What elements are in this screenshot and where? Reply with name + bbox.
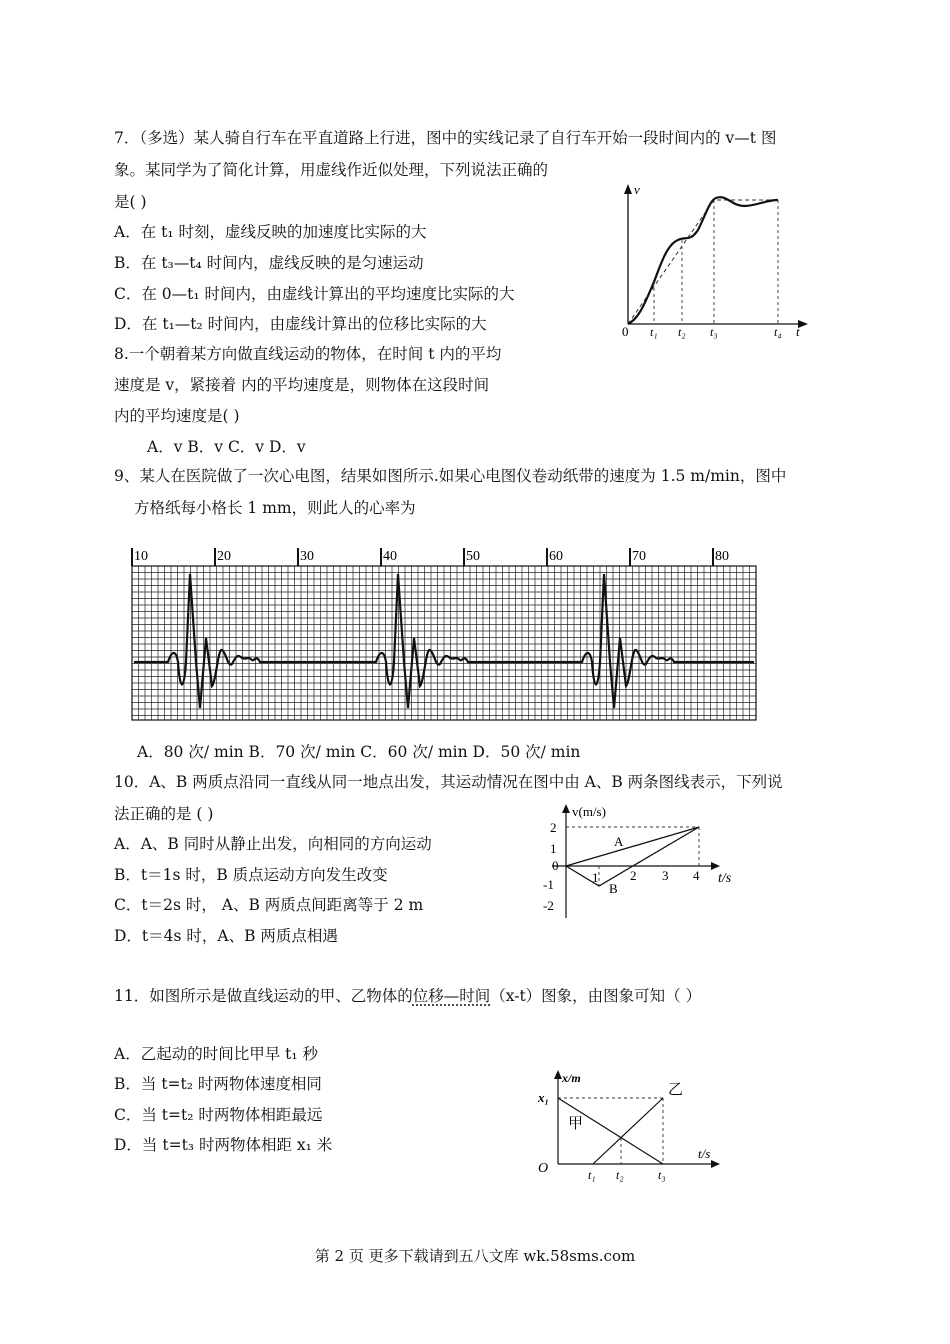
q10-ytick-2: 2 [550,820,557,835]
page-footer: 第 2 页 更多下载请到五八文库 wk.58sms.com [314,1247,636,1265]
q11-t1-label: t₁ [588,1168,596,1182]
q11-line1-emphasis: 位移—时间 [412,987,491,1005]
q7-option-b: B．在 t₃—t₄ 时间内，虚线反映的是匀速运动 [114,254,424,272]
q10-xtick-4: 4 [693,868,700,883]
q10-xtick-1: 1 [592,870,599,885]
q10-line-a [566,827,699,866]
q10-option-d: D．t＝4s 时，A、B 两质点相遇 [114,927,338,945]
q8-line2: 速度是 v，紧接着 内的平均速度是，则物体在这段时间 [114,376,490,394]
q11-option-c: C．当 t=t₂ 时两物体相距最远 [114,1106,323,1124]
q7-v-axis-label: v [634,182,640,197]
q11-label-yi: 乙 [668,1082,684,1098]
q10-line1: 10．A、B 两质点沿同一直线从同一地点出发，其运动情况在图中由 A、B 两条图线表示，下列说 [114,773,783,791]
q10-vt-graph [532,800,757,922]
q7-t1-label: t₁ [650,325,658,339]
q7-origin-label: 0 [622,324,629,339]
q7-line3: 是( ) [114,193,147,211]
q11-t3-label: t₃ [658,1168,666,1182]
q10-option-c: C．t＝2s 时， A、B 两质点间距离等于 2 m [114,896,424,914]
ecg-scale-label: 30 [300,549,314,564]
q10-label-b: B [609,881,618,896]
q11-origin-label: O [538,1161,549,1176]
q10-line2: 法正确的是 ( ) [114,805,214,823]
q9-ecg-chart [126,544,766,726]
q10-option-b: B．t＝1s 时，B 质点运动方向发生改变 [114,866,388,884]
q11-line1 [114,986,701,1006]
q11-option-d: D．当 t=t₃ 时两物体相距 x₁ 米 [114,1136,333,1154]
q7-option-c: C．在 0—t₁ 时间内，由虚线计算出的平均速度比实际的大 [114,285,515,303]
q9-line1: 9、某人在医院做了一次心电图，结果如图所示.如果心电图仪卷动纸带的速度为 1.5 m/min，图中 [114,467,787,485]
ecg-scale-markers [132,548,729,566]
q9-options: A．80 次/ min B．70 次/ min C．60 次/ min D．50 次/ min [137,743,581,761]
q7-solid-curve [628,197,778,324]
ecg-scale-label: 60 [549,549,563,564]
q10-label-a: A [614,834,624,849]
q7-vt-graph [610,178,815,340]
q11-option-b: B．当 t=t₂ 时两物体速度相同 [114,1075,322,1093]
q10-v-axis-label: v(m/s) [572,804,606,819]
ecg-scale-label: 50 [466,549,480,564]
q7-t-axis-label: t [796,324,800,339]
q11-x1-label: x₁ [538,1090,550,1105]
q7-line1: 7．（多选）某人骑自行车在平直道路上行进，图中的实线记录了自行车开始一段时间内的 v—t 图 [114,129,777,147]
q9-line2: 方格纸每小格长 1 mm，则此人的心率为 [134,499,416,517]
q10-ytick-neg2: -2 [543,898,554,913]
q11-label-jia: 甲 [568,1116,584,1132]
q10-xtick-2: 2 [630,868,637,883]
q7-line2: 象。某同学为了简化计算，用虚线作近似处理，下列说法正确的 [114,161,549,179]
q10-option-a: A．A、B 同时从静止出发，向相同的方向运动 [114,835,432,853]
q8-options: A．v B．v C．v D．v [147,438,306,456]
ecg-scale-label: 70 [632,549,646,564]
q11-line1-post: （x-t）图象，由图象可知（ ） [490,987,702,1005]
q8-line3: 内的平均速度是( ) [114,407,240,425]
q11-line1-pre: 11．如图所示是做直线运动的甲、乙物体的 [114,987,413,1005]
q11-option-a: A．乙起动的时间比甲早 t₁ 秒 [114,1045,318,1063]
ecg-scale-label: 20 [217,549,231,564]
q10-t-axis-label: t/s [718,871,732,886]
ecg-scale-label: 40 [383,549,397,564]
q11-t2-label: t₂ [616,1168,624,1182]
q10-ytick-1: 1 [550,841,557,856]
q7-option-d: D．在 t₁—t₂ 时间内，由虚线计算出的位移比实际的大 [114,315,487,333]
ecg-scale-label: 10 [134,549,148,564]
q10-ytick-neg1: -1 [543,877,554,892]
q7-t3-label: t₃ [710,325,718,339]
q11-xt-graph [532,1062,732,1184]
q10-ytick-0: 0 [552,858,559,873]
q10-xtick-3: 3 [662,868,669,883]
q7-option-a: A．在 t₁ 时刻，虚线反映的加速度比实际的大 [114,223,427,241]
q8-line1: 8.一个朝着某方向做直线运动的物体，在时间 t 内的平均 [114,345,502,363]
ecg-scale-label: 80 [715,549,729,564]
ecg-grid [132,566,756,720]
q7-t4-label: t₄ [774,325,782,339]
q11-line-yi [593,1098,663,1164]
q11-t-axis-label: t/s [698,1146,711,1161]
q11-x-axis-label: x/m [562,1071,581,1085]
q7-t2-label: t₂ [678,325,686,339]
